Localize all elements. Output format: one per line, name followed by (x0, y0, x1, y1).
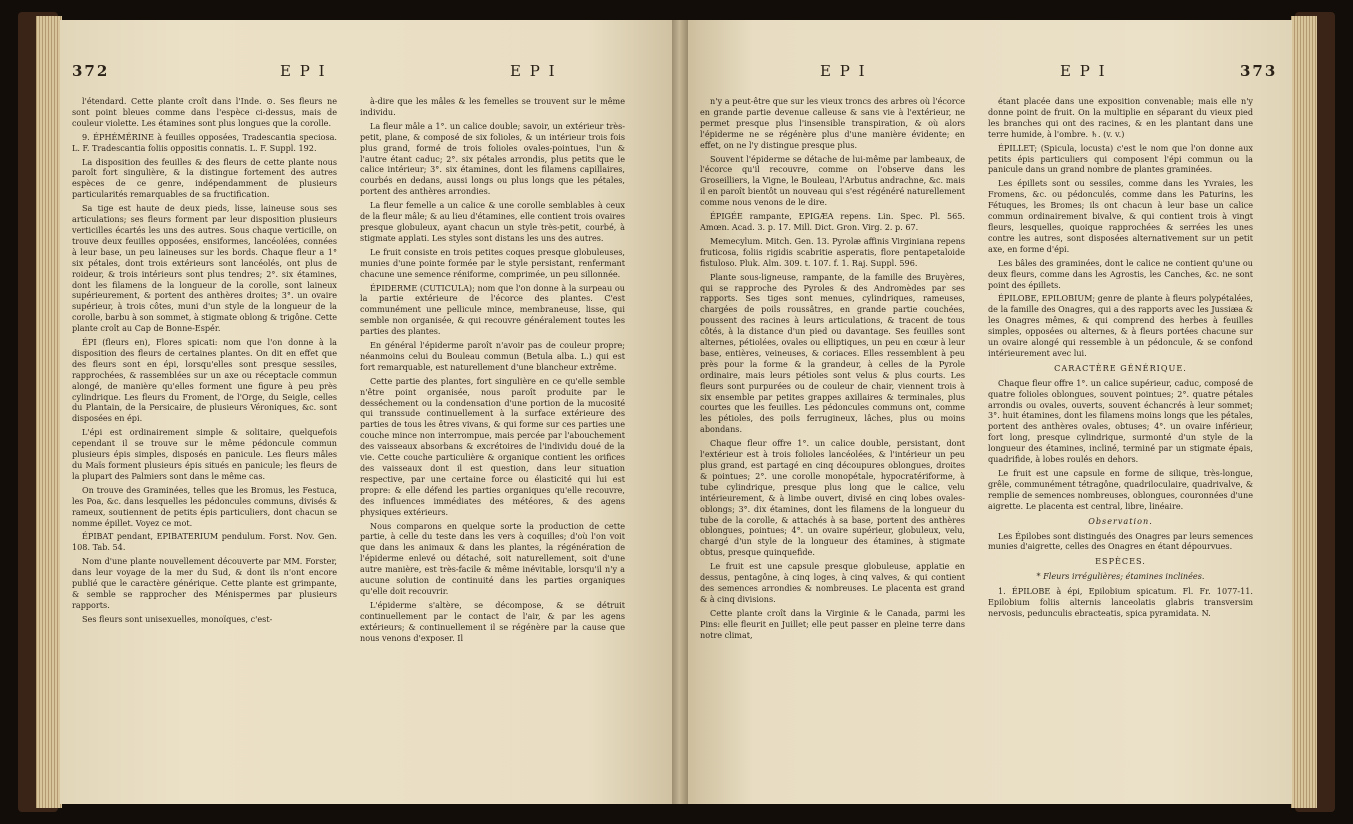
left-page-header-right: E P I (510, 62, 557, 80)
right-column-1 (700, 96, 965, 644)
paragraph: Souvent l'épiderme se détache de lui-même par lambeaux, de l'écorce qu'il recouvre, comme on l'observe dans les Groseilliers, la Vigne, le Bouleau, l'Arbutus andrachne, &c. mais il en paroît bientôt un nouveau qui s'est régénéré naturellement comme nous venons de le dire. (700, 153, 965, 208)
right-page (680, 20, 1292, 804)
observation-heading: Observation. (1088, 515, 1153, 526)
paragraph: n'y a peut-être que sur les vieux troncs des arbres où l'écorce en grande partie devenue calleuse & sans vie à l'extérieur, ne permet presque plus l'insensible transpiration, & où alors l'épiderme ne se régénère plus d'une manière évidente; en effet, on ne l'y distingue presque plus. (700, 96, 965, 150)
paragraph: L'épiderme s'altère, se décompose, & se détruit continuellement par le contact de l'air, & par les agens extérieurs; & continuellement il se régénère par la cause que nous venons d'exposer. Il (360, 599, 625, 643)
paragraph: Cette partie des plantes, fort singulière en ce qu'elle semble n'être point organisée, nous paroît produite par le desséchement ou la condensation d'une portion de la mucosité qui transsude continuellement à la surface extérieure des parties de tous les êtres vivans, & qui forme sur ces parties une couche mince non interrompue, mais percée par l'abouchement des vaisseaux absorbans & excrétoires de l'individu doué de la vie. Cette couche particulière & organique contient les orifices des vaisseaux dont il est question, dans leur situation respective, par une certaine force ou élasticité qui lui est propre: & elle défend les parties organiques qu'elle recouvre, des influences immédiates des météores, & des agens physiques extérieurs. (360, 375, 625, 517)
paragraph: En général l'épiderme paroît n'avoir pas de couleur propre; néanmoins celui du Bouleau commun (Betula alba. L.) qui est fort remarquable, est naturellement d'une blancheur extrême. (360, 340, 625, 372)
page-edges-left (36, 16, 62, 808)
subsection-heading: * Fleurs irrégulières; étamines inclinées. (1036, 571, 1205, 582)
paragraph: Les Épilobes sont distingués des Onagres par leurs semences munies d'aigrette, celles des Onagres en étant dépourvues. (988, 530, 1253, 552)
paragraph: 1. ÉPILOBE à épi, Epilobium spicatum. Fl. Fr. 1077-11. Epilobium foliis alternis lanceolatis glabris transversim nervosis, pedunculis ebracteatis, spica pyramidata. N. (988, 586, 1253, 618)
page-edges-right (1291, 16, 1317, 808)
paragraph: ÉPI (fleurs en), Flores spicati: nom que l'on donne à la disposition des fleurs de certaines plantes. On dit en effet que des fleurs sont en épi, lorsqu'elles sont presque sessiles, rapprochées, & rassemblées sur un axe ou réceptacle commun alongé, de manière qu'elles forment une figure à peu près cylindrique. Les fleurs du Froment, de l'Orge, du Seigle, celles du Plantain, de la Persicaire, de plusieurs Véroniques, &c. sont disposées en épi. (72, 337, 337, 424)
paragraph: ÉPIBAT pendant, EPIBATERIUM pendulum. Forst. Nov. Gen. 108. Tab. 54. (72, 531, 337, 553)
paragraph: Le fruit est une capsule presque globuleuse, applatie en dessus, pentagône, à cinq loges, à cinq valves, & qui contient des semences arrondies & nombreuses. Le placenta est grand & à cinq divisions. (700, 561, 965, 604)
left-page-header-left: E P I (280, 62, 327, 80)
paragraph: Le fruit consiste en trois petites coques presque globuleuses, munies d'une pointe formée par le style persistant, renfermant chacune une semence réniforme, comprimée, un peu sillonnée. (360, 246, 625, 279)
paragraph: à-dire que les mâles & les femelles se trouvent sur le même individu. (360, 96, 625, 117)
paragraph: Les bâles des graminées, dont le calice ne contient qu'une ou deux fleurs, comme dans les Agrostis, les Canches, &c. ne sont point des épillets. (988, 257, 1253, 290)
paragraph: Sa tige est haute de deux pieds, lisse, laineuse sous ses articulations; ses fleurs forment par leur disposition plusieurs verticilles écartés les uns des autres. Sous chaque verticille, on trouve deux feuilles opposées, ensiformes, lancéolées, connées à leur base, un peu laineuses sur les bords. Chaque fleur a 1° six pétales, dont trois extérieurs sont lancéolés, ont plus de roideur, & trois intérieurs sont plus tendres; 2°. six étamines, dont les filamens de la longueur de la corolle, sont laineux supérieurement, & portent des anthères droites; 3°. un ovaire supérieur, à trois côtes, muni d'un style de la longueur de la corolle, barbu à son sommet, à stigmate oblong & trigône. Cette plante croît au Cap de Bonne-Espér. (72, 203, 338, 334)
left-page (60, 20, 680, 804)
left-column-2 (360, 96, 625, 647)
paragraph: Memecylum. Mitch. Gen. 13. Pyrolæ affinis Virginiana repens fruticosa, foliis rigidis scabritie asperatis, flore pentapetaloide fistuloso. Pluk. Alm. 309. t. 107. f. 1. Raj. Suppl. 596. (700, 235, 965, 268)
paragraph: La fleur femelle a un calice & une corolle semblables à ceux de la fleur mâle; & au lieu d'étamines, elle contient trois ovaires presque globuleux, ayant chacun un style très-petit, courbé, à stigmate applati. Les styles sont distans les uns des autres. (360, 200, 625, 243)
paragraph: Les épillets sont ou sessiles, comme dans les Yvraies, les Fromens, &c. ou pédonculés, comme dans les Paturins, les Fétuques, les Bromes; ils ont chacun à leur base un calice commun ordinairement bivalve, & qui contient trois à vingt fleurs, lesquelles, quoique rapprochées & serrées les unes contre les autres, sont disposées alternativement sur un petit axe, en forme d'épi. (988, 178, 1253, 254)
left-column-1 (72, 96, 337, 628)
right-page-header-right: E P I (1060, 62, 1107, 80)
paragraph: Cette plante croît dans la Virginie & le Canada, parmi les Pins: elle fleurit en Juillet; elle peut passer en pleine terre dans notre climat, (700, 607, 965, 640)
paragraph: L'épi est ordinairement simple & solitaire, quelquefois cependant il se trouve sur le même pédoncule commun plusieurs épis simples, disposés en panicule. Les fleurs mâles du Maïs forment plusieurs épis situés en panicule; les fleurs de la plupart des Palmiers sont dans le même cas. (72, 427, 337, 481)
left-page-number: 372 (72, 62, 110, 80)
section-heading: CARACTÈRE GÉNÉRIQUE. (1054, 362, 1187, 373)
paragraph: Ses fleurs sont unisexuelles, monoïques, c'est- (82, 613, 273, 624)
book-gutter (672, 20, 688, 804)
paragraph: ÉPILLET; (Spicula, locusta) c'est le nom que l'on donne aux petits épis particuliers qui composent l'épi commun ou la panicule dans un grand nombre de plantes graminées. (988, 142, 1253, 175)
right-column-2 (988, 96, 1253, 622)
paragraph: ÉPIDERME (CUTICULA); nom que l'on donne à la surpeau ou la partie extérieure de l'écorce des plantes. C'est communément une pellicule mince, membraneuse, lisse, qui semble non organisée, & qui recouvre généralement toutes les parties des plantes. (360, 282, 625, 337)
paragraph: Plante sous-ligneuse, rampante, de la famille des Bruyères, qui se rapproche des Pyroles & des Andromèdes par ses rapports. Ses tiges sont menues, cylindriques, rameuses, chargées de poils roussâtres, en grande partie couchées, poussent des racines à leurs articulations, & tracent de tous côtés, à la distance d'un pied ou davantage. Ses feuilles sont alternes, pétiolées, ovales ou elliptiques, un peu en cœur à leur base, entières, veineuses, & coriaces. Elles ressemblent à peu près pour la forme & la grandeur, à celles de la Pyrole ordinaire, mais leurs pétioles sont velus & plus courts. Les fleurs sont purpurées ou de couleur de chair, viennent trois à six ensemble par petites grappes axillaires & terminales, plus courtes que les feuilles. Les pédoncules communs ont, comme les pétioles, des poils ferrugineux, lâches, plus ou moins abondans. (700, 271, 965, 435)
paragraph: Chaque fleur offre 1°. un calice supérieur, caduc, composé de quatre folioles oblongues, souvent pointues; 2°. quatre pétales arrondis ou ovales, ouverts, souvent échancrés à leur sommet; 3°. huit étamines, dont les filamens moins longs que les pétales, portent des anthères ovales, obtuses; 4°. un ovaire inférieur, fort long, presque cylindrique, surmonté d'un style de la longueur des étamines, incliné, terminé par un stigmate épais, quadrifide, à lobes roulés en dehors. (988, 377, 1253, 465)
paragraph: ÉPIGÉE rampante, EPIGÆA repens. Lin. Spec. Pl. 565. Amœn. Acad. 3. p. 17. Mill. Dict. Gron. Virg. 2. p. 67. (700, 211, 965, 232)
paragraph: ÉPILOBE, EPILOBIUM; genre de plante à fleurs polypétalées, de la famille des Onagres, qui a des rapports avec les Jussiæa & les Onagres mêmes, & qui comprend des herbes à feuilles simples, opposées ou alternes, & à fleurs portées chacune sur un ovaire alongé qui ressemble à un pédoncule, & se confond intérieurement avec lui. (988, 293, 1253, 358)
paragraph: On trouve des Graminées, telles que les Bromus, les Festuca, les Poa, &c. dans lesquelles les pédoncules communs, divisés & rameux, soutiennent de petits épis particuliers, dont chacun se nomme épillet. Voyez ce mot. (72, 484, 337, 528)
paragraph: l'étendard. Cette plante croît dans l'Inde. ⊙. Ses fleurs ne sont point bleues comme dans l'espèce ci-dessus, mais de couleur violette. Les étamines sont plus longues que la corolle. (72, 96, 337, 128)
paragraph: Chaque fleur offre 1°. un calice double, persistant, dont l'extérieur est à trois folioles lancéolées, & l'intérieur un peu plus grand, est partagé en cinq découpures oblongues, droites & pointues; 2°. une corolle monopétale, hypocratériforme, à tube cylindrique, presque plus long que le calice, velu intérieurement, & à limbe ouvert, divisé en cinq lobes ovales-oblongs; 3°. dix étamines, dont les filamens de la longueur du tube de la corolle, & attachés à sa base, portent des anthères oblongues, pointues; 4°. un ovaire supérieur, globuleux, velu, chargé d'un style de la longueur des étamines, à stigmate obtus, presque quinquefide. (700, 438, 965, 558)
paragraph: 9. ÉPHÉMÉRINE à feuilles opposées, Tradescantia speciosa. L. F. Tradescantia foliis oppositis connatis. L. F. Suppl. 192. (72, 131, 337, 153)
paragraph: étant placée dans une exposition convenable; mais elle n'y donne point de fruit. On la multiplie en séparant du vieux pied les branches qui ont des racines, & en les plantant dans une terre humide, à l'ombre. ♄. (v. v.) (988, 96, 1253, 139)
paragraph: Nom d'une plante nouvellement découverte par MM. Forster, dans leur voyage de la mer du Sud, & dont ils n'ont encore publié que le caractère générique. Cette plante est grimpante, & semble se rapprocher des Ménispermes par plusieurs rapports. (72, 556, 337, 610)
right-page-header-left: E P I (820, 62, 867, 80)
section-heading: ESPÈCES. (1095, 556, 1146, 567)
right-page-number: 373 (1240, 62, 1278, 80)
paragraph: La disposition des feuilles & des fleurs de cette plante nous paroît fort singulière, & la distingue fortement des autres espèces de ce genre, indépendamment de plusieurs particularités remarquables de sa fructification. (72, 156, 337, 200)
paragraph: Le fruit est une capsule en forme de silique, très-longue, grêle, communément tétragône, quadriloculaire, quadrivalve, & remplie de semences nombreuses, oblongues, couronnées d'une aigrette. Le placenta est central, libre, linéaire. (988, 468, 1253, 511)
paragraph: Nous comparons en quelque sorte la production de cette partie, à celle du teste dans les vers à coquilles; d'où l'on voit que dans les animaux & dans les plantes, la régénération de l'épiderme enlevé ou détaché, soit naturellement, soit d'une autre manière, est très-facile & même inévitable, lorsqu'il n'y a aucune solution de continuité dans les parties organiques qu'elle doit recouvrir. (360, 520, 625, 596)
paragraph: La fleur mâle a 1°. un calice double; savoir, un extérieur très-petit, plane, & composé de six folioles, & un intérieur trois fois plus grand, formé de trois folioles ovales-pointues, l'un & l'autre étant caduc; 2°. six pétales arrondis, plus petits que le calice intérieur; 3°. six étamines, dont les filamens capillaires, courbés en dedans, aussi longs ou plus longs que les pétales, portent des anthères arrondies. (360, 120, 625, 197)
